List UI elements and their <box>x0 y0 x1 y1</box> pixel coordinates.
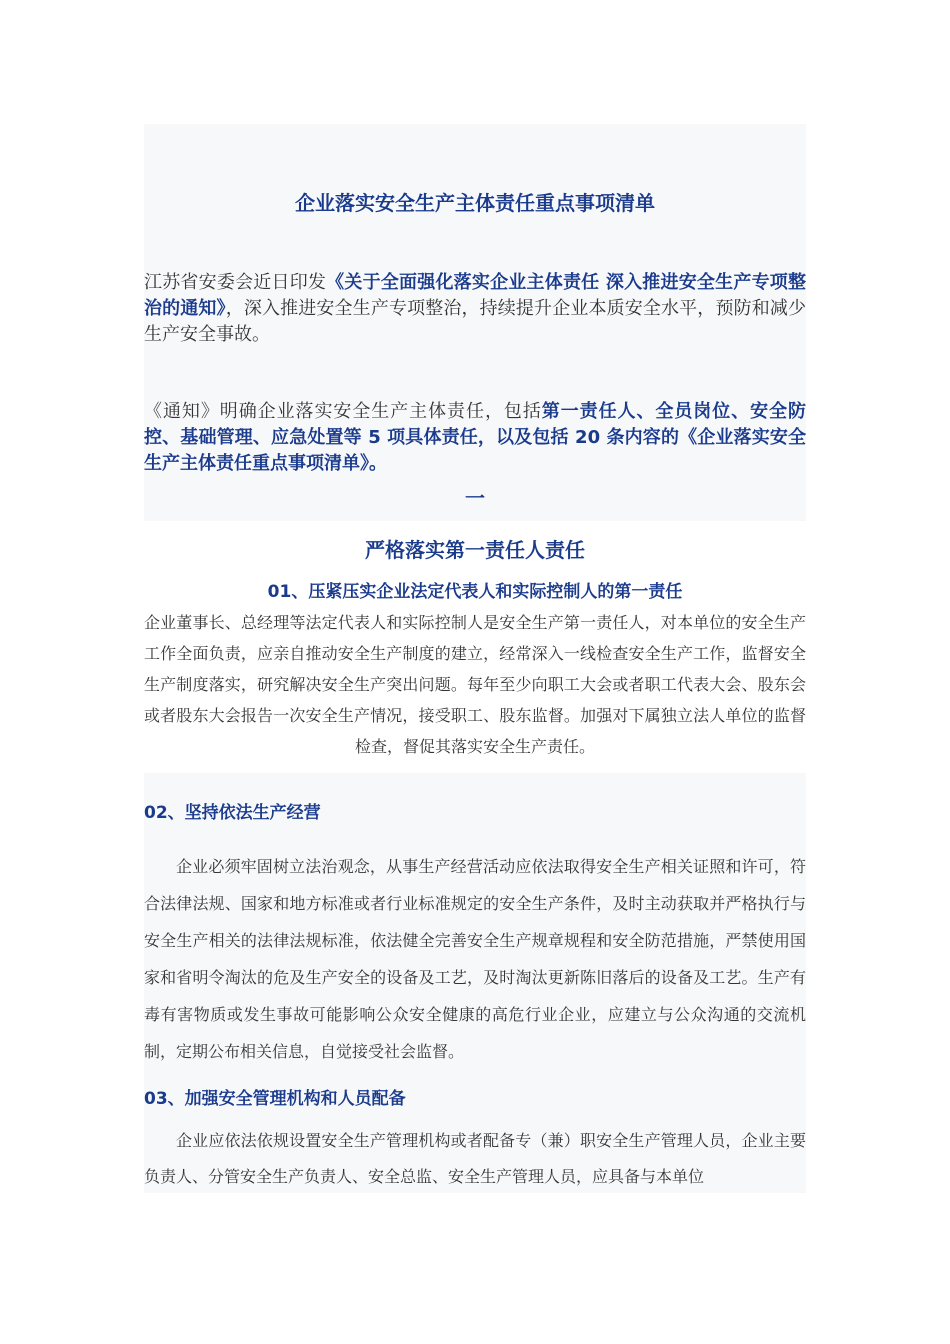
notice-title-link: 《关于全面强化落实企业主体责任 深入推进安全生产专项整治的通知》 <box>144 272 807 319</box>
items-block <box>144 773 806 1193</box>
section-1-block <box>144 521 806 773</box>
section-title: 严格落实第一责任人责任 <box>365 538 585 562</box>
item-02-body: 企业必须牢固树立法治观念，从事生产经营活动应依法取得安全生产相关证照和许可，符合法律法规、国家和地方标准或者行业标准规定的安全生产条件，及时主动获取并严格执行与安全生产相关的法律法规标准，依法健全完善安全生产规章规程和安全防范措施，严禁使用国家和省明令淘汰的危及生产安全的设备及工艺，及时淘汰更新陈旧落后的设备及工艺。生产有毒有害物质或发生事故可能影响公众安全健康的高危行业企业，应建立与公众沟通的交流机制，定期公布相关信息，自觉接受社会监督。 <box>144 857 806 1061</box>
document-title: 企业落实安全生产主体责任重点事项清单 <box>295 191 655 215</box>
intro-p1-suffix: ，深入推进安全生产专项整治，持续提升企业本质安全水平，预防和减少生产安全事故。 <box>144 298 807 345</box>
item-01-title: 01、压紧压实企业法定代表人和实际控制人的第一责任 <box>267 582 683 602</box>
intro-p2-highlight: 第一责任人、全员岗位、安全防控、基础管理、应急处置等 5 项具体责任，以及包括 20 条内容的《企业落实安全生产主体责任重点事项清单》。 <box>144 401 806 474</box>
item-03-body: 企业应依法依规设置安全生产管理机构或者配备专（兼）职安全生产管理人员，企业主要负责人、分管安全生产负责人、安全总监、安全生产管理人员，应具备与本单位 <box>144 1131 806 1186</box>
intro-paragraph-2 <box>144 399 806 477</box>
item-01-body: 企业董事长、总经理等法定代表人和实际控制人是安全生产第一责任人，对本单位的安全生产工作全面负责，应亲自推动安全生产制度的建立，经常深入一线检查安全生产工作，监督安全生产制度落实，研究解决安全生产突出问题。每年至少向职工大会或者职工代表大会、股东会或者股东大会报告一次安全生产情况，接受职工、股东监督。加强对下属独立法人单位的监督检查，督促其落实安全生产责任。 <box>144 613 806 756</box>
section-number: 一 <box>465 486 485 510</box>
intro-p2-prefix: 《通知》明确企业落实安全生产主体责任，包括 <box>144 401 542 422</box>
item-03-title: 03、加强安全管理机构和人员配备 <box>144 1089 406 1109</box>
intro-p1-prefix: 江苏省安委会近日印发 <box>144 272 327 293</box>
document-page <box>144 124 806 1193</box>
item-02-title: 02、坚持依法生产经营 <box>144 803 321 823</box>
intro-paragraph-1 <box>144 270 806 348</box>
intro-block <box>144 124 806 521</box>
